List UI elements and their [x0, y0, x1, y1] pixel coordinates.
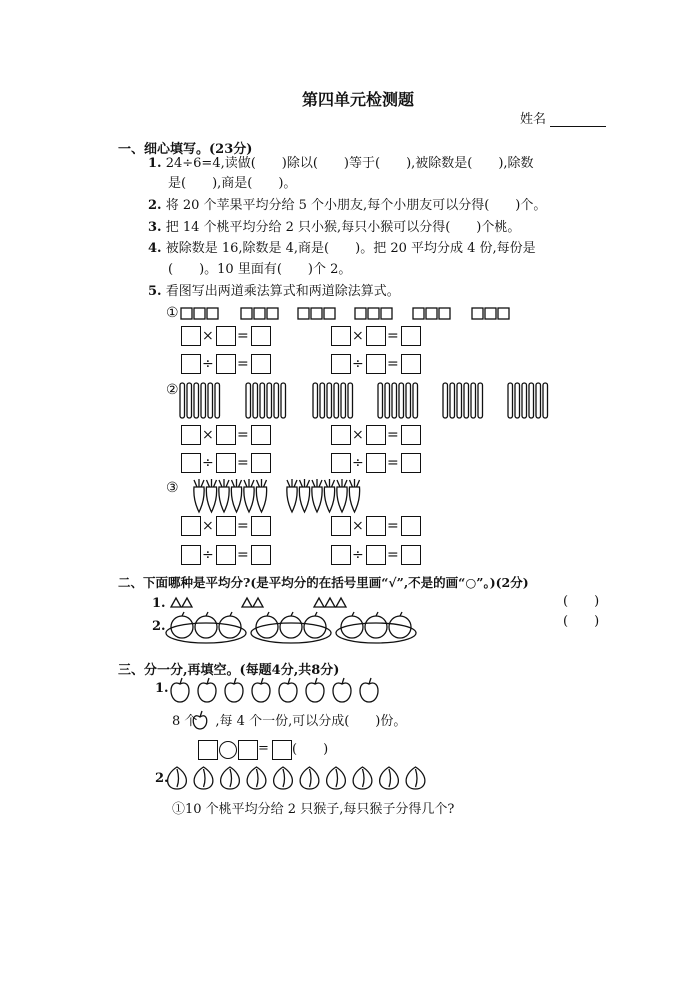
- square-shape: [472, 308, 483, 319]
- stick-shape: [208, 383, 213, 418]
- name-label: 姓名: [520, 112, 547, 127]
- answer-box[interactable]: [401, 354, 421, 374]
- q3-number: 3.: [148, 220, 162, 235]
- stick-shape: [464, 383, 469, 418]
- stick-shape: [392, 383, 397, 418]
- square-group: [355, 308, 392, 319]
- answer-box[interactable]: [181, 516, 201, 536]
- stick-shape: [457, 383, 462, 418]
- q5-number: 5.: [148, 284, 162, 299]
- s3-q1-text-before: 8 个: [172, 714, 198, 729]
- q5-item1-label: ①: [166, 305, 179, 321]
- stick-shape: [215, 383, 220, 418]
- stick-shape: [180, 383, 185, 418]
- answer-box[interactable]: [331, 453, 351, 473]
- answer-box[interactable]: [216, 326, 236, 346]
- answer-box[interactable]: [401, 545, 421, 565]
- stick-shape: [260, 383, 265, 418]
- divide-sign: ÷: [202, 455, 214, 471]
- fruit-shape: [341, 616, 363, 638]
- carrot-icon: [337, 479, 347, 512]
- fruit-shape: [195, 616, 217, 638]
- stick-bundle: [246, 383, 286, 418]
- stick-shape: [406, 383, 411, 418]
- stick-shape: [413, 383, 418, 418]
- stick-shape: [471, 383, 476, 418]
- times-sign: ×: [352, 518, 364, 534]
- section2-heading: 二、下面哪种是平均分?(是平均分的在括号里画“√”,不是的画“○”。)(2分): [118, 575, 529, 590]
- stick-shape: [399, 383, 404, 418]
- square-group: [241, 308, 278, 319]
- fruit-shape: [365, 616, 387, 638]
- q1-number: 1.: [148, 156, 162, 171]
- square-shape: [485, 308, 496, 319]
- answer-box[interactable]: [251, 545, 271, 565]
- apple-icon: [279, 678, 297, 702]
- stick-shape: [508, 383, 513, 418]
- square-shape: [311, 308, 322, 319]
- triangle-shape: [171, 598, 181, 607]
- answer-box[interactable]: [401, 516, 421, 536]
- stick-shape: [253, 383, 258, 418]
- peach-icon: [380, 767, 399, 789]
- s3-q1-sentence: [172, 714, 406, 730]
- answer-box[interactable]: [181, 453, 201, 473]
- peach-icon: [194, 767, 213, 789]
- carrot-icon: [324, 479, 334, 512]
- stick-shape: [187, 383, 192, 418]
- s3-q2-sub1: ①10 个桃平均分给 2 只猴子,每只猴子分得几个?: [172, 802, 455, 817]
- q1-line1: 24÷6=4,读做( )除以( )等于( ),被除数是( ),除数: [165, 156, 534, 171]
- answer-box[interactable]: [366, 516, 386, 536]
- answer-box[interactable]: [401, 326, 421, 346]
- square-shape: [368, 308, 379, 319]
- square-shape: [426, 308, 437, 319]
- q4-line1: 被除数是 16,除数是 4,商是( )。把 20 平均分成 4 份,每份是: [165, 241, 536, 256]
- stick-shape: [246, 383, 251, 418]
- stick-bundle: [508, 383, 548, 418]
- equals-sign: =: [237, 328, 249, 344]
- square-shape: [381, 308, 392, 319]
- times-sign: ×: [202, 427, 214, 443]
- s3-q1-operator-circle[interactable]: [219, 741, 237, 759]
- stick-shape: [281, 383, 286, 418]
- triangle-group: [171, 598, 192, 607]
- q2: [148, 198, 546, 214]
- s3-q1-box-3[interactable]: [272, 740, 292, 760]
- fruit-plate: [166, 612, 246, 643]
- apple-icon: [198, 678, 216, 702]
- equals-sign: =: [237, 518, 249, 534]
- stick-shape: [334, 383, 339, 418]
- square-group: [413, 308, 450, 319]
- equals-sign: =: [387, 328, 399, 344]
- answer-box[interactable]: [251, 425, 271, 445]
- square-group: [181, 308, 218, 319]
- square-shape: [355, 308, 366, 319]
- equals-sign: =: [237, 547, 249, 563]
- answer-box[interactable]: [366, 354, 386, 374]
- stick-shape: [536, 383, 541, 418]
- answer-box[interactable]: [366, 545, 386, 565]
- carrot-icon: [287, 479, 297, 512]
- triangle-shape: [314, 598, 324, 607]
- carrot-icon: [299, 479, 309, 512]
- stick-shape: [478, 383, 483, 418]
- s3-q1-box-2[interactable]: [238, 740, 258, 760]
- apple-icon: [171, 678, 189, 702]
- carrot-icon: [244, 479, 254, 512]
- name-blank[interactable]: [550, 126, 606, 127]
- q1-line2: 是( ),商是( )。: [168, 176, 297, 191]
- plate-shape: [251, 623, 331, 643]
- triangle-shape: [182, 598, 192, 607]
- equals-sign: =: [237, 427, 249, 443]
- stick-shape: [327, 383, 332, 418]
- stick-bundle: [180, 383, 220, 418]
- square-shape: [439, 308, 450, 319]
- stick-shape: [194, 383, 199, 418]
- square-shape: [241, 308, 252, 319]
- equals-sign: =: [387, 356, 399, 372]
- stick-shape: [543, 383, 548, 418]
- answer-box[interactable]: [216, 354, 236, 374]
- answer-box[interactable]: [216, 425, 236, 445]
- s2-q1-number: 1.: [152, 596, 166, 611]
- times-sign: ×: [352, 427, 364, 443]
- square-group: [298, 308, 335, 319]
- stick-bundle: [378, 383, 418, 418]
- square-shape: [413, 308, 424, 319]
- square-shape: [207, 308, 218, 319]
- s3-q1-equals: =: [258, 741, 269, 756]
- stick-shape: [320, 383, 325, 418]
- answer-box[interactable]: [216, 516, 236, 536]
- peach-icon: [327, 767, 346, 789]
- answer-box[interactable]: [216, 545, 236, 565]
- answer-box[interactable]: [366, 326, 386, 346]
- carrot-icon: [349, 479, 359, 512]
- equals-sign: =: [387, 547, 399, 563]
- times-sign: ×: [352, 328, 364, 344]
- equals-sign: =: [387, 518, 399, 534]
- page-title: 第四单元检测题: [302, 90, 415, 109]
- carrot-icon: [256, 479, 266, 512]
- triangle-group: [242, 598, 263, 607]
- plate-shape: [336, 623, 416, 643]
- s2-q2-number: 2.: [152, 619, 166, 634]
- triangle-shape: [336, 598, 346, 607]
- answer-box[interactable]: [331, 354, 351, 374]
- answer-box[interactable]: [216, 453, 236, 473]
- q1: [148, 156, 534, 172]
- square-shape: [324, 308, 335, 319]
- triangle-shape: [253, 598, 263, 607]
- q5: [148, 284, 400, 300]
- answer-box[interactable]: [401, 453, 421, 473]
- stick-shape: [515, 383, 520, 418]
- stick-shape: [348, 383, 353, 418]
- s2-q1-answer-paren[interactable]: ( ): [563, 594, 600, 609]
- stick-shape: [378, 383, 383, 418]
- answer-box[interactable]: [401, 425, 421, 445]
- answer-box[interactable]: [181, 545, 201, 565]
- square-shape: [254, 308, 265, 319]
- fruit-shape: [171, 616, 193, 638]
- fruit-shape: [389, 616, 411, 638]
- carrot-icon: [206, 479, 216, 512]
- answer-box[interactable]: [366, 453, 386, 473]
- carrot-icon: [231, 479, 241, 512]
- fruit-shape: [280, 616, 302, 638]
- apple-icon: [252, 678, 270, 702]
- triangle-shape: [325, 598, 335, 607]
- square-shape: [181, 308, 192, 319]
- answer-box[interactable]: [181, 425, 201, 445]
- stick-shape: [267, 383, 272, 418]
- q3: [148, 220, 520, 236]
- peach-icon: [247, 767, 266, 789]
- s3-q1-number: 1.: [155, 681, 169, 696]
- stick-bundle: [443, 383, 483, 418]
- square-shape: [298, 308, 309, 319]
- square-shape: [267, 308, 278, 319]
- divide-sign: ÷: [352, 547, 364, 563]
- answer-box[interactable]: [331, 516, 351, 536]
- q5-item2-label: ②: [166, 382, 179, 398]
- s2-q2-answer-paren[interactable]: ( ): [563, 614, 600, 629]
- fruit-shape: [304, 616, 326, 638]
- answer-box[interactable]: [251, 354, 271, 374]
- divide-sign: ÷: [352, 455, 364, 471]
- q4-line2: ( )。10 里面有( )个 2。: [168, 262, 352, 277]
- apple-icon: [306, 678, 324, 702]
- divide-sign: ÷: [202, 356, 214, 372]
- peach-icon: [221, 767, 240, 789]
- q4-number: 4.: [148, 241, 162, 256]
- fruit-shape: [256, 616, 278, 638]
- stick-shape: [529, 383, 534, 418]
- stick-shape: [385, 383, 390, 418]
- apple-icon: [225, 678, 243, 702]
- s3-q1-unit-paren[interactable]: ( ): [292, 742, 329, 757]
- q4: [148, 241, 536, 257]
- stick-shape: [450, 383, 455, 418]
- carrot-group-1: [194, 479, 267, 512]
- square-shape: [498, 308, 509, 319]
- q2-number: 2.: [148, 198, 162, 213]
- answer-box[interactable]: [181, 326, 201, 346]
- plate-shape: [166, 623, 246, 643]
- times-sign: ×: [202, 518, 214, 534]
- carrot-group-2: [287, 479, 360, 512]
- stick-shape: [274, 383, 279, 418]
- section1-heading: 一、细心填写。(23分): [118, 142, 253, 157]
- fruit-plate: [251, 612, 331, 643]
- triangle-group: [314, 598, 346, 607]
- answer-box[interactable]: [331, 326, 351, 346]
- stick-shape: [443, 383, 448, 418]
- apple-icon: [333, 678, 351, 702]
- answer-box[interactable]: [331, 545, 351, 565]
- answer-box[interactable]: [366, 425, 386, 445]
- divide-sign: ÷: [202, 547, 214, 563]
- peach-icon: [274, 767, 293, 789]
- equals-sign: =: [237, 455, 249, 471]
- answer-box[interactable]: [251, 326, 271, 346]
- s3-q1-text-after: ,每 4 个一份,可以分成( )份。: [215, 714, 407, 729]
- peach-icon: [300, 767, 319, 789]
- answer-box[interactable]: [331, 425, 351, 445]
- q2-text: 将 20 个苹果平均分给 5 个小朋友,每个小朋友可以分得( )个。: [165, 198, 547, 213]
- carrot-icon: [312, 479, 322, 512]
- equals-sign: =: [387, 455, 399, 471]
- peach-icon: [353, 767, 372, 789]
- answer-box[interactable]: [251, 516, 271, 536]
- stick-shape: [341, 383, 346, 418]
- square-group: [472, 308, 509, 319]
- s3-q2-number: 2.: [155, 771, 169, 786]
- square-shape: [194, 308, 205, 319]
- triangle-shape: [242, 598, 252, 607]
- equals-sign: =: [387, 427, 399, 443]
- carrot-icon: [219, 479, 229, 512]
- stick-shape: [201, 383, 206, 418]
- peach-icon: [406, 767, 425, 789]
- answer-box[interactable]: [181, 354, 201, 374]
- peach-icon: [168, 767, 187, 789]
- stick-shape: [522, 383, 527, 418]
- carrot-icon: [194, 479, 204, 512]
- q3-text: 把 14 个桃平均分给 2 只小猴,每只小猴可以分得( )个桃。: [165, 220, 521, 235]
- stick-shape: [313, 383, 318, 418]
- answer-box[interactable]: [251, 453, 271, 473]
- q5-item3-label: ③: [166, 480, 179, 496]
- s3-q1-box-1[interactable]: [198, 740, 218, 760]
- fruit-plate: [336, 612, 416, 643]
- divide-sign: ÷: [352, 356, 364, 372]
- section3-heading: 三、分一分,再填空。(每题4分,共8分): [118, 663, 340, 678]
- stick-bundle: [313, 383, 353, 418]
- apple-icon: [360, 678, 378, 702]
- q5-text: 看图写出两道乘法算式和两道除法算式。: [165, 284, 400, 299]
- fruit-shape: [219, 616, 241, 638]
- times-sign: ×: [202, 328, 214, 344]
- equals-sign: =: [237, 356, 249, 372]
